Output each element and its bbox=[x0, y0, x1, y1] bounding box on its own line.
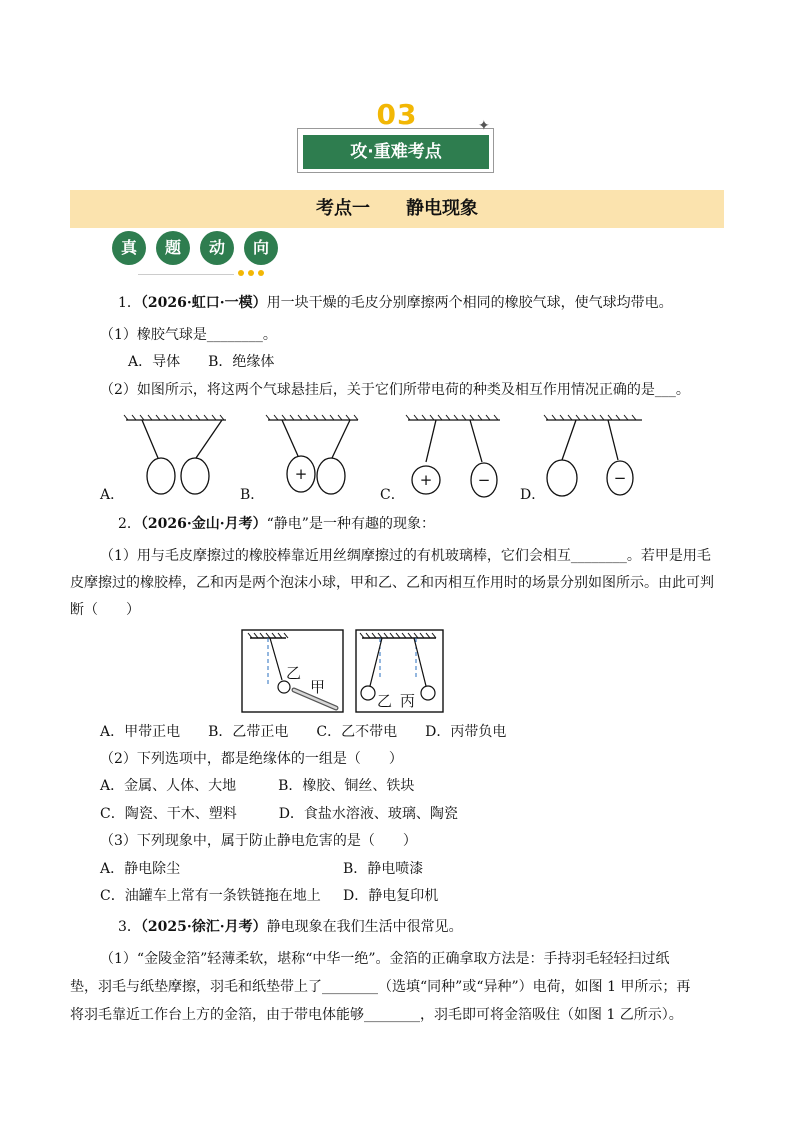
q1-stem-text: 用一块干燥的毛皮分别摩擦两个相同的橡胶气球，使气球均带电。 bbox=[266, 295, 673, 311]
q2-part1-line2: 皮摩擦过的橡胶棒，乙和丙是两个泡沫小球，甲和乙、乙和丙相互作用时的场景分别如图所示。由此可判 bbox=[70, 575, 714, 591]
topic-title-bar bbox=[70, 190, 724, 228]
q2-part2-options-2: C．陶瓷、干木、塑料 D．食盐水溶液、玻璃、陶瓷 bbox=[100, 806, 458, 822]
q3-number: 3． bbox=[118, 919, 141, 935]
q2-part3-option-a: A．静电除尘 bbox=[100, 861, 181, 877]
q1-figure-a bbox=[124, 415, 226, 494]
q3-line2: 垫，羽毛与纸垫摩擦，羽毛和纸垫带上了________（选填“同种”或“异种”）电荷，如图 1 甲所示；再 bbox=[70, 979, 691, 995]
topic-title: 考点一 静电现象 bbox=[316, 198, 478, 219]
q2-label-yi-2: 乙 bbox=[377, 692, 393, 710]
q1-option-c-label: C． bbox=[380, 487, 405, 503]
q1-source: （2026·虹口·一模） bbox=[140, 295, 267, 311]
decorative-line bbox=[138, 274, 234, 275]
q2-label-jia: 甲 bbox=[310, 678, 326, 696]
q2-part3-option-c: C．油罐车上常有一条铁链拖在地上 bbox=[100, 888, 321, 904]
q3-line3: 将羽毛靠近工作台上方的金箔，由于带电体能够________，羽毛即可将金箔吸住（如图 1 乙所示）。 bbox=[70, 1007, 683, 1023]
q2-stem-text: “静电”是一种有趣的现象： bbox=[266, 516, 435, 532]
q2-figure-left bbox=[242, 630, 343, 712]
q1-option-b-label: B． bbox=[240, 487, 265, 503]
badge-3: 动 bbox=[200, 231, 234, 265]
q1-c-sign-right: − bbox=[477, 471, 491, 489]
q1-option-a-label: A． bbox=[100, 487, 125, 503]
decorative-dots bbox=[238, 270, 264, 276]
q1-part2: （2）如图所示，将这两个气球悬挂后，关于它们所带电荷的种类及相互作用情况正确的是___。 bbox=[100, 382, 690, 398]
q1-stem bbox=[118, 294, 673, 312]
q3-line1: （1）“金陵金箔”轻薄柔软，堪称“中华一绝”。金箔的正确拿取方法是：手持羽毛轻轻扫过纸 bbox=[100, 951, 670, 967]
q1-number: 1． bbox=[118, 295, 141, 311]
q1-d-sign: − bbox=[613, 469, 627, 487]
q2-label-bing: 丙 bbox=[400, 692, 416, 710]
q2-number: 2． bbox=[118, 516, 141, 532]
q1-b-sign: + bbox=[294, 465, 308, 483]
q2-figure-right bbox=[356, 630, 443, 712]
q2-part1-line1: （1）用与毛皮摩擦过的橡胶棒靠近用丝绸摩擦过的有机玻璃棒，它们会相互________。若甲是用毛 bbox=[100, 548, 711, 564]
q2-part2-options-1: A．金属、人体、大地 B．橡胶、铜丝、铁块 bbox=[100, 778, 415, 794]
q2-part3: （3）下列现象中，属于防止静电危害的是（ ） bbox=[100, 833, 417, 849]
q1-part1: （1）橡胶气球是________。 bbox=[100, 327, 277, 343]
q2-part2: （2）下列选项中，都是绝缘体的一组是（ ） bbox=[100, 751, 403, 767]
q3-source: （2025·徐汇·月考） bbox=[140, 919, 267, 935]
q3-stem-text: 静电现象在我们生活中很常见。 bbox=[266, 919, 463, 935]
badge-4: 向 bbox=[244, 231, 278, 265]
q2-figures bbox=[240, 628, 450, 716]
q3-stem bbox=[118, 918, 463, 936]
q1-option-d-label: D． bbox=[520, 487, 546, 503]
q1-c-sign-left: + bbox=[419, 471, 433, 489]
q2-part1-options: A．甲带正电 B．乙带正电 C．乙不带电 D．丙带负电 bbox=[100, 724, 507, 740]
badge-1: 真 bbox=[112, 231, 146, 265]
q2-part3-option-d: D．静电复印机 bbox=[343, 888, 439, 904]
q1-figure-c bbox=[406, 415, 500, 497]
q1-figure-b bbox=[266, 415, 358, 494]
q2-part1-line3: 断（ ） bbox=[70, 602, 140, 618]
q2-stem bbox=[118, 515, 435, 533]
q2-part3-option-b: B．静电喷漆 bbox=[343, 861, 424, 877]
q1-figure-d bbox=[544, 415, 642, 496]
section-number: 03 bbox=[376, 98, 418, 131]
section-banner: 攻·重难考点 bbox=[303, 135, 489, 169]
q1-part1-options: A．导体 B．绝缘体 bbox=[128, 354, 275, 370]
badge-row bbox=[112, 231, 278, 265]
q2-source: （2026·金山·月考） bbox=[140, 516, 267, 532]
badge-2: 题 bbox=[156, 231, 190, 265]
sparkle-icon: ✦ bbox=[478, 118, 490, 134]
q2-label-yi: 乙 bbox=[286, 664, 302, 682]
